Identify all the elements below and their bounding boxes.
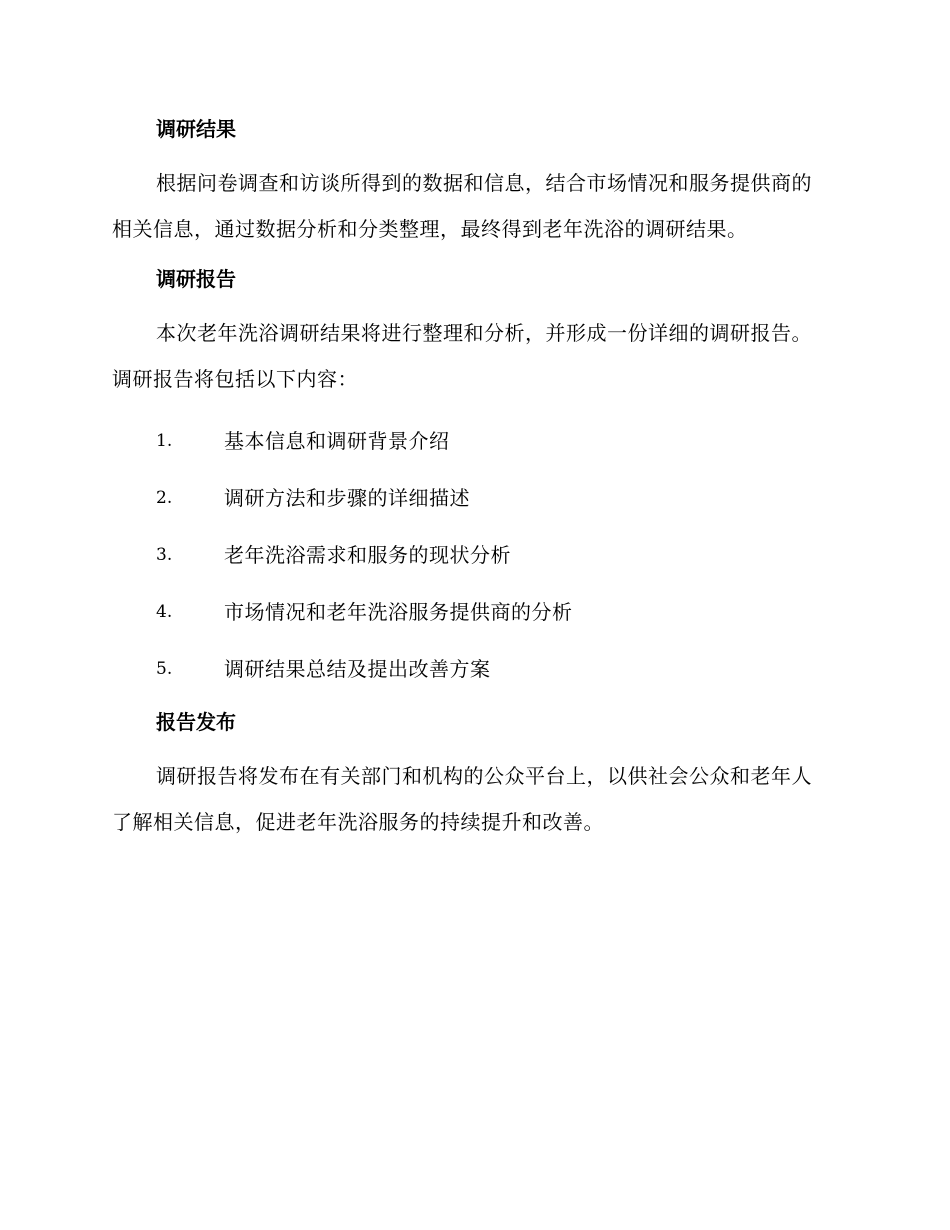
list-item [112,469,832,526]
section-heading-report: 调研报告 [156,267,236,291]
list-item-text: 基本信息和调研背景介绍 [224,428,450,453]
list-item-number: 4. [156,601,173,622]
list-item-text: 老年洗浴需求和服务的现状分析 [224,542,511,567]
list-item [112,526,832,583]
section-heading-publish: 报告发布 [156,710,236,734]
section-paragraph-results: 根据问卷调查和访谈所得到的数据和信息，结合市场情况和服务提供商的相关信息，通过数据分析和分类整理，最终得到老年洗浴的调研结果。 [112,171,812,241]
list-item-text: 调研结果总结及提出改善方案 [224,656,491,681]
list-item-text: 市场情况和老年洗浴服务提供商的分析 [224,599,573,624]
list-item [112,412,832,469]
section-paragraph-report: 本次老年洗浴调研结果将进行整理和分析，并形成一份详细的调研报告。调研报告将包括以下内容： [112,321,812,391]
list-item-text: 调研方法和步骤的详细描述 [224,485,470,510]
list-item-number: 1. [156,430,173,451]
section-heading-results: 调研结果 [156,117,236,141]
document-body [112,112,832,855]
section-paragraph-publish: 调研报告将发布在有关部门和机构的公众平台上，以供社会公众和老年人了解相关信息，促进老年洗浴服务的持续提升和改善。 [112,764,812,834]
list-item [112,640,832,697]
list-item-number: 3. [156,544,173,565]
report-contents-list [112,412,832,697]
list-item [112,583,832,640]
list-item-number: 5. [156,658,173,679]
list-item-number: 2. [156,487,173,508]
